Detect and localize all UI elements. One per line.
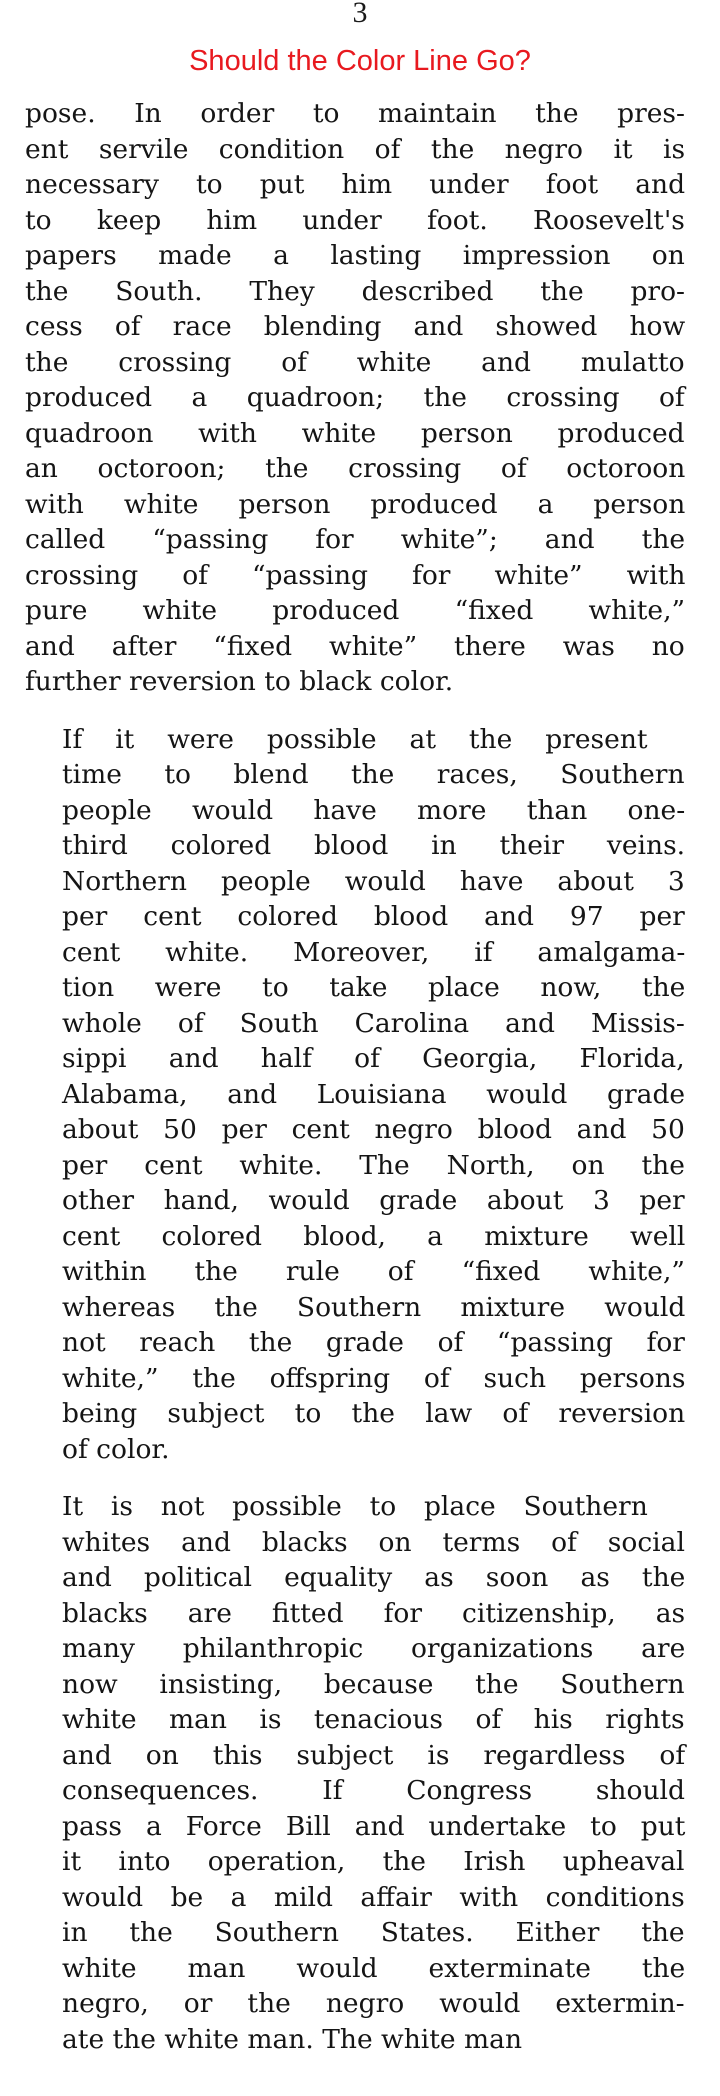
text-line: whereas the Southern mixture would — [62, 1291, 686, 1323]
text-line: and on this subject is regardless of — [62, 1739, 686, 1771]
text-line: to keep him under foot. Roosevelt's — [25, 204, 685, 236]
text-line: If it were possible at the present — [62, 723, 648, 755]
article-column — [25, 96, 685, 2057]
text-line: ent servile condition of the negro it is — [25, 133, 686, 165]
text-line: It is not possible to place Southern — [62, 1491, 648, 1522]
text-line: pose. In order to maintain the pres- — [25, 98, 685, 129]
text-line: time to blend the races, Southern — [62, 759, 685, 790]
text-line: third colored blood in their veins. — [62, 830, 686, 861]
text-line: in the Southern States. Either the — [62, 1917, 685, 1948]
text-line: further reversion to black color. — [25, 666, 454, 697]
text-line: of color. — [62, 1433, 170, 1465]
text-line: pass a Force Bill and undertake to put — [62, 1810, 686, 1842]
text-line: white,” the offspring of such persons — [62, 1362, 686, 1394]
text-line: it into operation, the Irish upheaval — [62, 1846, 685, 1877]
text-line: white man is tenacious of his rights — [62, 1704, 685, 1735]
text-line: people would have more than one- — [62, 794, 686, 826]
text-line: within the rule of “fixed white,” — [62, 1256, 685, 1287]
text-line: cent white. Moreover, if amalgama- — [62, 936, 686, 968]
text-line: crossing of “passing for white” with — [25, 559, 686, 591]
text-line: cent colored blood, a mixture well — [62, 1220, 686, 1252]
text-line: negro, or the negro would extermin- — [62, 1988, 685, 2019]
text-line: about 50 per cent negro blood and 50 — [62, 1114, 685, 1145]
text-line: white man would exterminate the — [62, 1952, 686, 1984]
text-line: consequences. If Congress should — [62, 1775, 685, 1806]
text-line: an octoroon; the crossing of octoroon — [25, 453, 686, 484]
text-line: with white person produced a person — [25, 488, 686, 520]
text-line: whole of South Carolina and Missis- — [62, 1007, 685, 1039]
text-line: would be a mild affair with conditions — [62, 1881, 685, 1913]
text-line: the crossing of white and mulatto — [25, 346, 685, 378]
text-line: Alabama, and Louisiana would grade — [62, 1078, 686, 1110]
text-line: pure white produced “fixed white,” — [25, 595, 686, 626]
text-line: not reach the grade of “passing for — [62, 1327, 685, 1358]
text-line: quadroon with white person produced — [25, 417, 685, 449]
text-line: necessary to put him under foot and — [25, 169, 686, 200]
text-line: and political equality as soon as the — [62, 1562, 686, 1593]
text-line: and after “fixed white” there was no — [25, 630, 685, 662]
text-line: the South. They described the pro- — [25, 275, 686, 307]
page-number: 3 — [352, 0, 368, 29]
running-head-title: Should the Color Line Go? — [189, 45, 531, 77]
paragraph-3 — [25, 1489, 685, 2057]
text-line: Northern people would have about 3 — [62, 865, 685, 897]
text-line: papers made a lasting impression on — [25, 240, 685, 271]
paragraph-1 — [25, 96, 685, 700]
text-line: cess of race blending and showed how — [25, 311, 686, 342]
text-line: now insisting, because the Southern — [62, 1668, 685, 1700]
text-line: sippi and half of Georgia, Florida, — [62, 1043, 685, 1074]
text-line: per cent colored blood and 97 per — [62, 901, 685, 932]
text-line: whites and blacks on terms of social — [62, 1526, 685, 1558]
text-line: per cent white. The North, on the — [62, 1149, 685, 1181]
text-line: blacks are fitted for citizenship, as — [62, 1597, 686, 1629]
text-line: tion were to take place now, the — [62, 972, 686, 1003]
text-line: many philanthropic organizations are — [62, 1633, 686, 1664]
text-line: produced a quadroon; the crossing of — [25, 382, 685, 413]
text-line: ate the white man. The white man — [62, 2023, 523, 2055]
text-line: being subject to the law of reversion — [62, 1398, 686, 1429]
text-line: called “passing for white”; and the — [25, 524, 686, 555]
paragraph-2 — [25, 722, 685, 1468]
text-line: other hand, would grade about 3 per — [62, 1185, 685, 1216]
